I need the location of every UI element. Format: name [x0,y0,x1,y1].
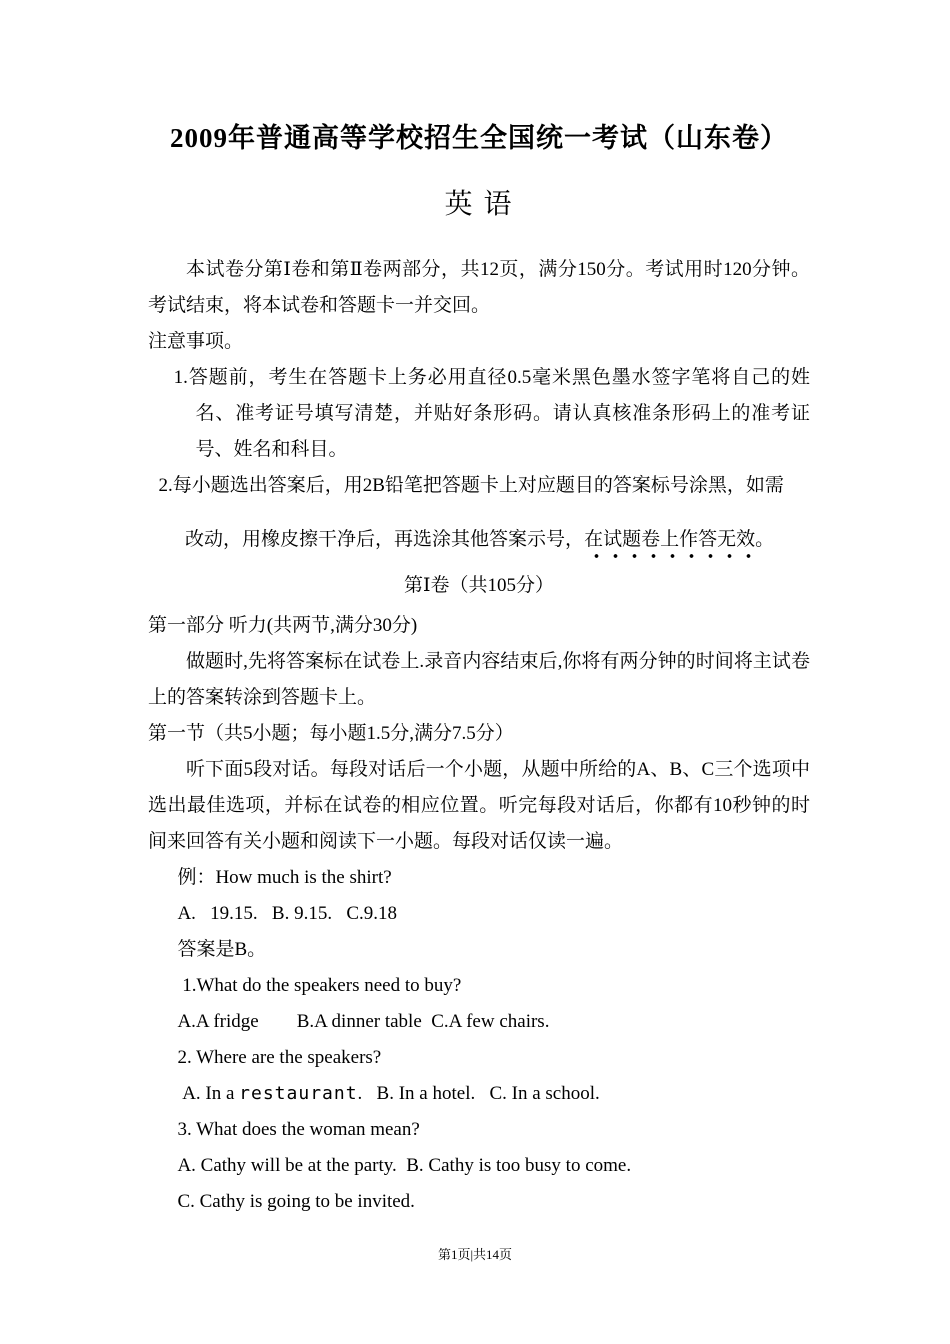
question-2-options [148,1076,810,1112]
exam-title: 2009年普通高等学校招生全国统一考试（山东卷） [170,123,788,153]
emphasized-phrase: 在试题卷上作答无效 [584,529,755,559]
intro-paragraph: 本试卷分第Ⅰ卷和第Ⅱ卷两部分，共12页，满分150分。考试用时120分钟。考试结束，将本试卷和答题卡一并交回。 [148,259,810,316]
notice-heading: 注意事项。 [148,331,244,352]
question-2-options-word: restaurant [239,1083,358,1104]
example-options: A. 19.15. B. 9.15. C.9.18 [177,903,398,924]
listening-instructions: 做题时,先将答案标在试卷上.录音内容结束后,你将有两分钟的时间将主试卷上的答案转涂到答题卡上。 [148,651,810,708]
question-2-options-post: . B. In a hotel. C. In a school. [357,1083,600,1104]
part-heading: 第一部分 听力(共两节,满分30分) [148,615,418,636]
question-2: 2. Where are the speakers? [177,1047,382,1068]
question-3: 3. What does the woman mean? [177,1119,420,1140]
notice-item-2-line2 [148,522,810,558]
question-3-options-line1: A. Cathy will be at the party. B. Cathy is too busy to come. [177,1155,632,1176]
notice-item-2-period: 。 [755,529,775,550]
page-footer: 第1页|共14页 [437,1247,513,1262]
notice-item-2-line1: 2.每小题选出答案后，用2B铅笔把答题卡上对应题目的答案标号涂黑，如需 [158,475,784,496]
notice-item-2-text: 改动，用橡皮擦干净后，再选涂其他答案示号， [185,529,585,550]
question-2-options-pre: A. In a [177,1083,240,1104]
section-heading: 第一节（共5小题；每小题1.5分,满分7.5分） [148,723,514,744]
question-1-options: A.A fridge B.A dinner table C.A few chairs. [177,1011,550,1032]
notice-item-1: 1.答题前，考生在答题卡上务必用直径0.5毫米黑色墨水签字笔将自己的姓名、准考证号填写清楚，并贴好条形码。请认真核准条形码上的准考证号、姓名和科目。 [173,367,810,460]
question-1: 1.What do the speakers need to buy? [177,975,462,996]
question-3-options-line2: C. Cathy is going to be invited. [177,1191,415,1212]
subject-title: 英 语 [444,189,514,220]
example-answer: 答案是B。 [177,939,267,960]
volume-heading: 第Ⅰ卷（共105分） [403,575,554,596]
section-instructions: 听下面5段对话。每段对话后一个小题，从题中所给的A、B、C三个选项中选出最佳选项，并标在试卷的相应位置。听完每段对话后，你都有10秒钟的时间来回答有关小题和阅读下一小题。每段对话仅读一遍。 [148,759,810,852]
example-question: 例：How much is the shirt? [177,867,392,888]
